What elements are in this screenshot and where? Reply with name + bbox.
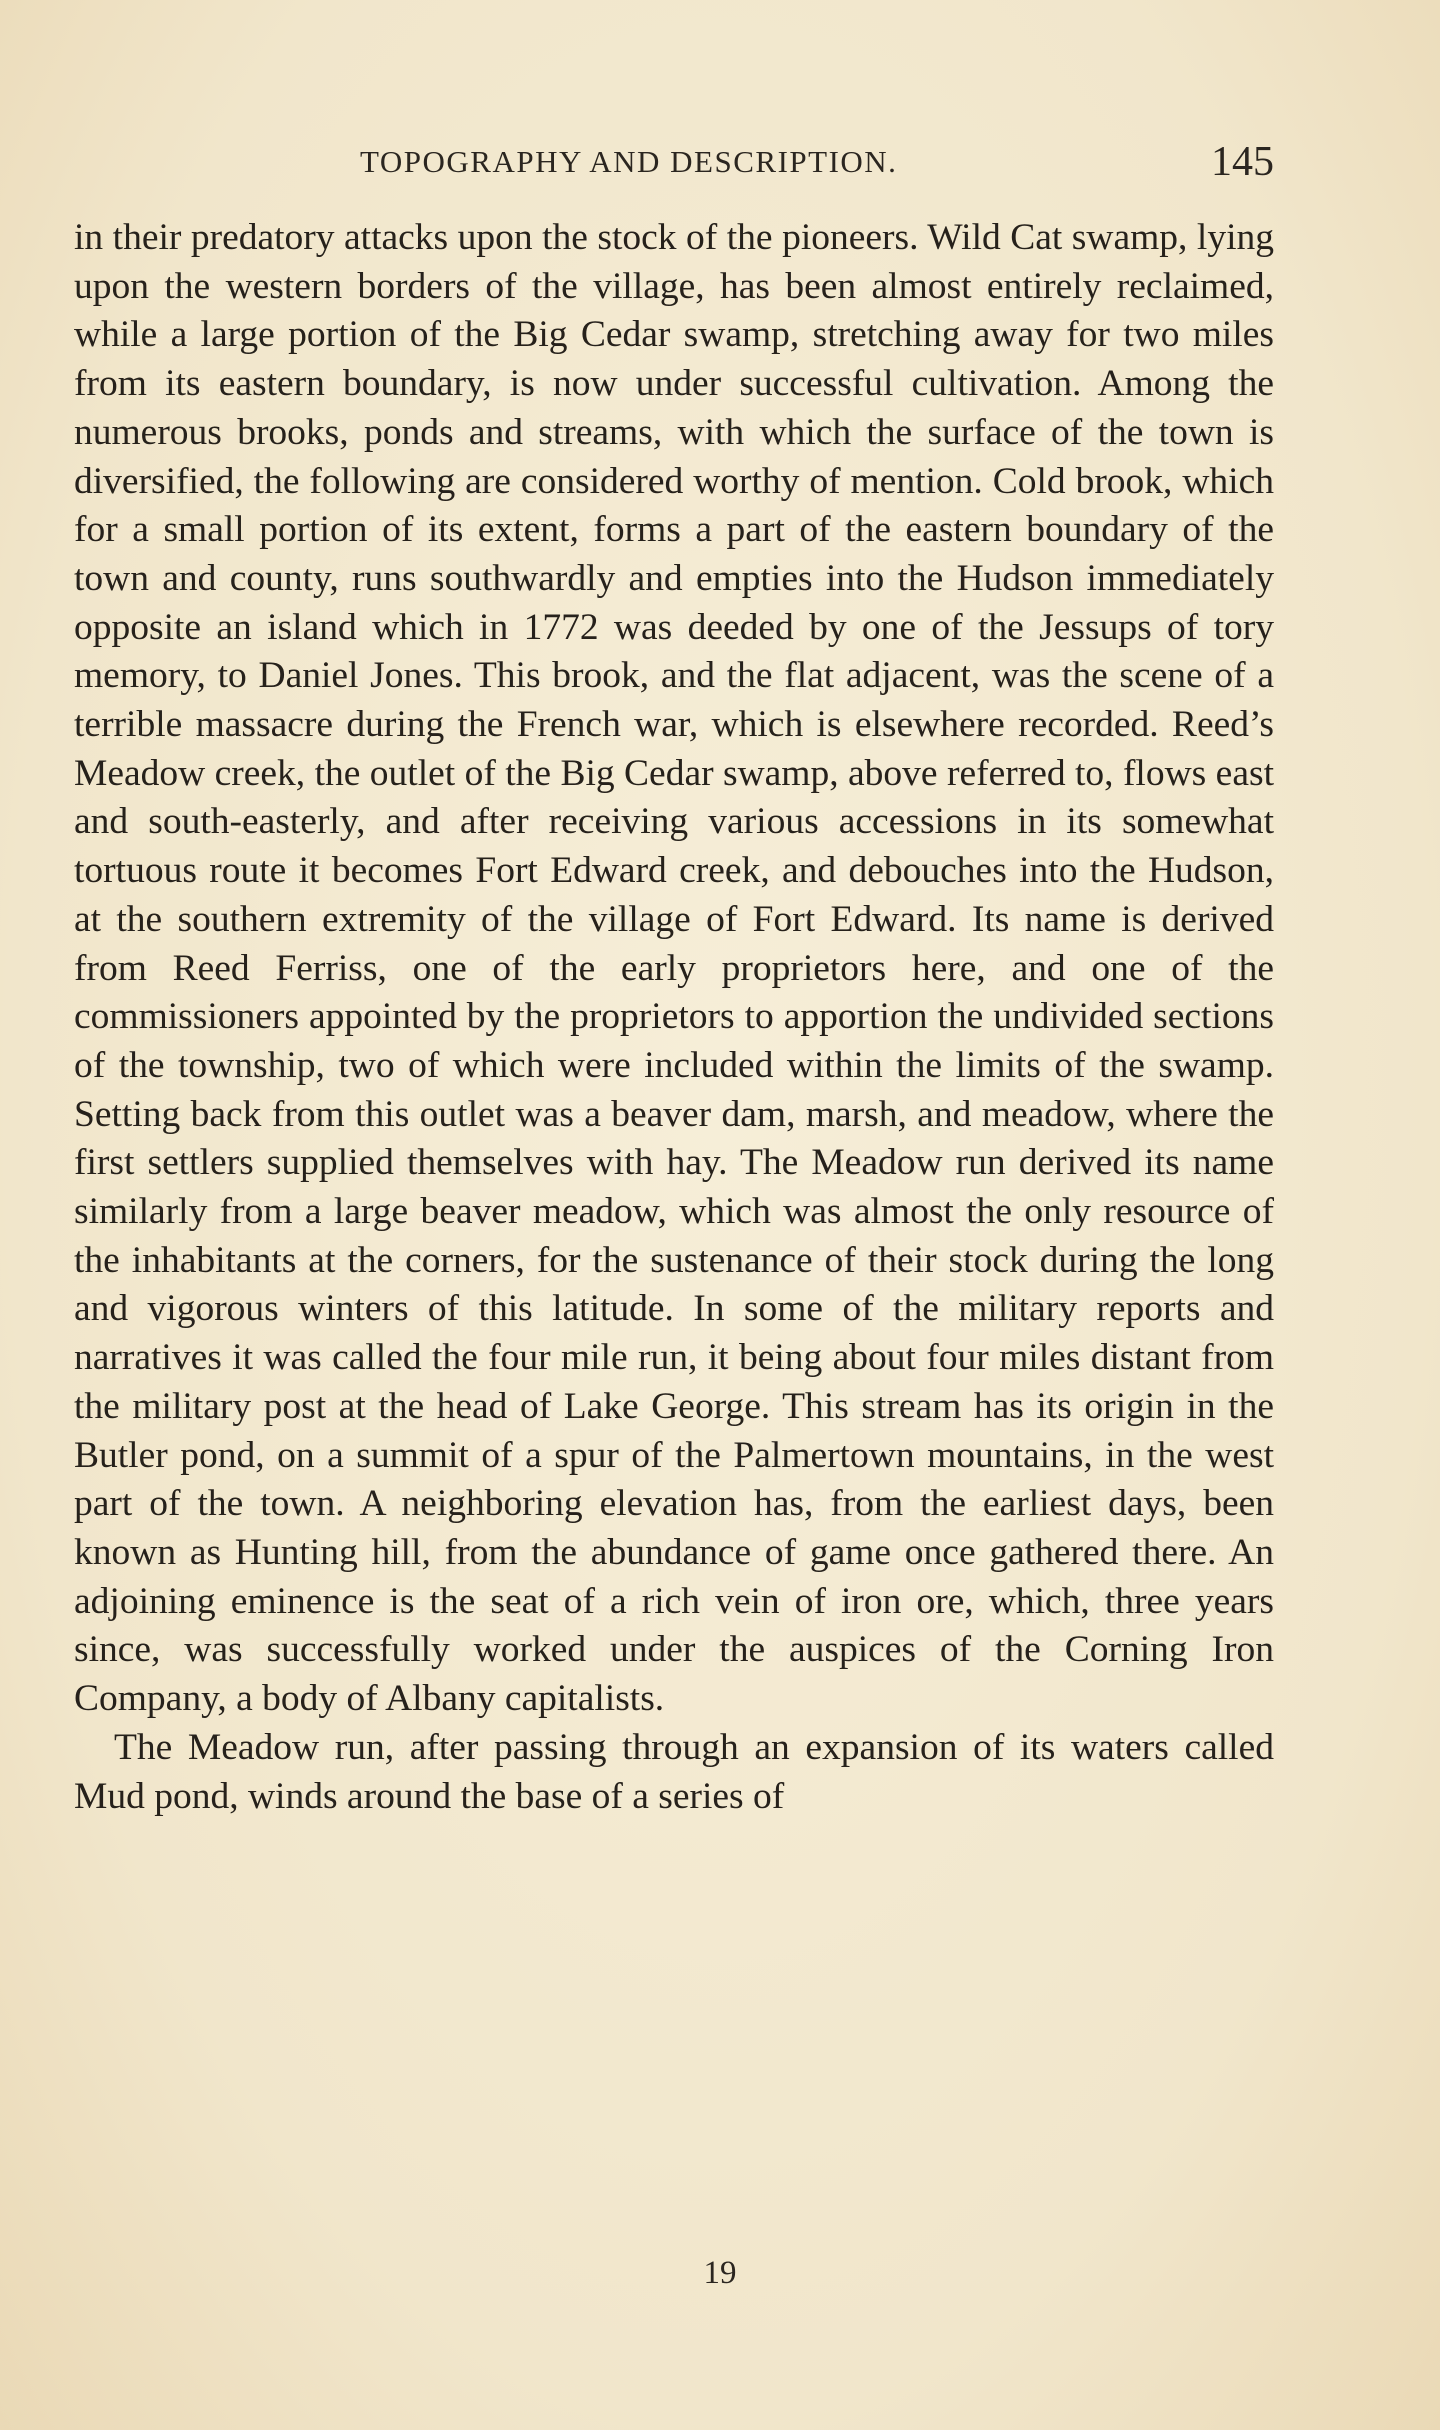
page-header [74,138,1274,198]
signature-mark: 19 [703,2255,737,2291]
paragraph-new: The Meadow run, after passing through an expansion of its waters called Mud pond, winds around the base of a series of [74,1726,1274,1817]
body-text [74,214,1274,1821]
paragraph-continued: in their predatory attacks upon the stock of the pioneers. Wild Cat swamp, lying upon the western borders of the village, has been almost entirely reclaimed, while a large portion of the Big Cedar swamp, stretching away for two miles from its eastern boundary, is now under successful cultivation. Among the numerous brooks, ponds and streams, with which the surface of the town is diversified, the following are considered worthy of mention. Cold brook, which for a small portion of its extent, forms a part of the eastern boundary of the town and county, runs southwardly and empties into the Hudson immediately opposite an island which in 1772 was deeded by one of the Jessups of tory memory, to Daniel Jones. This brook, and the flat adjacent, was the scene of a terrible massacre during the French war, which is elsewhere recorded. Reed’s Meadow creek, the outlet of the Big Cedar swamp, above referred to, flows east and south-easterly, and after receiving various accessions in its somewhat tortuous route it becomes Fort Edward creek, and debouches into the Hudson, at the southern extremity of the village of Fort Edward. Its name is derived from Reed Ferriss, one of the early proprietors here, and one of the commissioners appointed by the proprietors to apportion the undivided sections of the township, two of which were included within the limits of the swamp. Setting back from this outlet was a beaver dam, marsh, and meadow, where the first settlers supplied themselves with hay. The Meadow run derived its name similarly from a large beaver meadow, which was almost the only resource of the inhabitants at the corners, for the sustenance of their stock during the long and vigorous winters of this latitude. In some of the military reports and narratives it was called the four mile run, it being about four miles distant from the military post at the head of Lake George. This stream has its origin in the Butler pond, on a summit of a spur of the Palmertown mountains, in the west part of the town. A neighboring elevation has, from the earliest days, been known as Hunting hill, from the abundance of game once gathered there. An adjoining eminence is the seat of a rich vein of iron ore, which, three years since, was successfully worked under the auspices of the Corning Iron Company, a body of Albany capitalists. [74,217,1274,1720]
running-head: TOPOGRAPHY AND DESCRIPTION. [360,144,898,179]
page-number: 145 [1211,139,1274,185]
